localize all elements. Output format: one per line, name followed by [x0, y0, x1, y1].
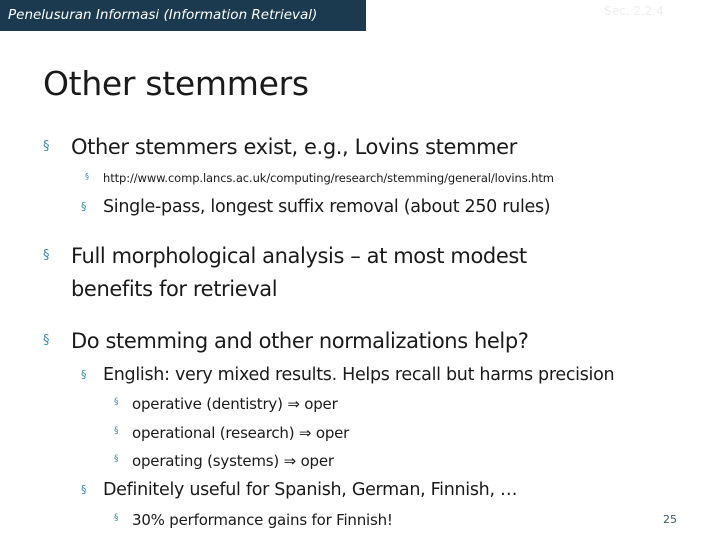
bullet-marker-icon: §: [114, 513, 119, 523]
bullet-do-stemming: [43, 329, 529, 353]
example-text: operative (dentistry) ⇒ oper: [132, 395, 338, 413]
example-text: 30% performance gains for Finnish!: [132, 511, 393, 529]
example-operating: [114, 452, 334, 470]
example-finnish-gains: [114, 511, 393, 529]
bullet-english-results: [81, 365, 615, 385]
bullet-text-line2: benefits for retrieval: [71, 277, 278, 301]
bullet-marker-icon: §: [81, 368, 87, 381]
header-bar: [0, 0, 366, 31]
bullet-lovins-url: [85, 171, 554, 185]
example-operational: [114, 424, 350, 442]
lovins-link[interactable]: http://www.comp.lancs.ac.uk/computing/research/stemming/general/lovins.htm: [103, 171, 554, 185]
bullet-single-pass: [81, 197, 551, 217]
bullet-marker-icon: §: [81, 483, 87, 496]
bullet-marker-icon: §: [43, 139, 50, 154]
example-text: operating (systems) ⇒ oper: [132, 452, 334, 470]
bullet-marker-icon: §: [114, 454, 119, 464]
bullet-text: English: very mixed results. Helps recall but harms precision: [103, 365, 615, 385]
section-tag: Sec. 2.2.4: [604, 4, 664, 18]
page-number: 25: [663, 513, 677, 526]
bullet-text: Definitely useful for Spanish, German, Finnish, …: [103, 480, 518, 500]
bullet-morphological: [43, 244, 527, 268]
bullet-marker-icon: §: [114, 426, 119, 436]
bullet-text: Do stemming and other normalizations help?: [71, 329, 529, 353]
bullet-text: Single-pass, longest suffix removal (about 250 rules): [103, 197, 551, 217]
slide-title: Other stemmers: [43, 64, 309, 103]
example-text: operational (research) ⇒ oper: [132, 424, 350, 442]
bullet-text-line1: Full morphological analysis – at most modest: [71, 244, 527, 268]
course-title: Penelusuran Informasi (Information Retrieval): [8, 7, 318, 23]
example-operative: [114, 395, 338, 413]
bullet-marker-icon: §: [85, 172, 89, 181]
bullet-marker-icon: §: [114, 397, 119, 407]
bullet-marker-icon: §: [43, 248, 50, 263]
bullet-morphological-cont: [71, 277, 277, 301]
bullet-marker-icon: §: [43, 333, 50, 348]
bullet-definitely-useful: [81, 480, 518, 500]
bullet-other-stemmers: [43, 135, 517, 159]
bullet-text: Other stemmers exist, e.g., Lovins stemmer: [71, 135, 517, 159]
bullet-marker-icon: §: [81, 200, 87, 213]
